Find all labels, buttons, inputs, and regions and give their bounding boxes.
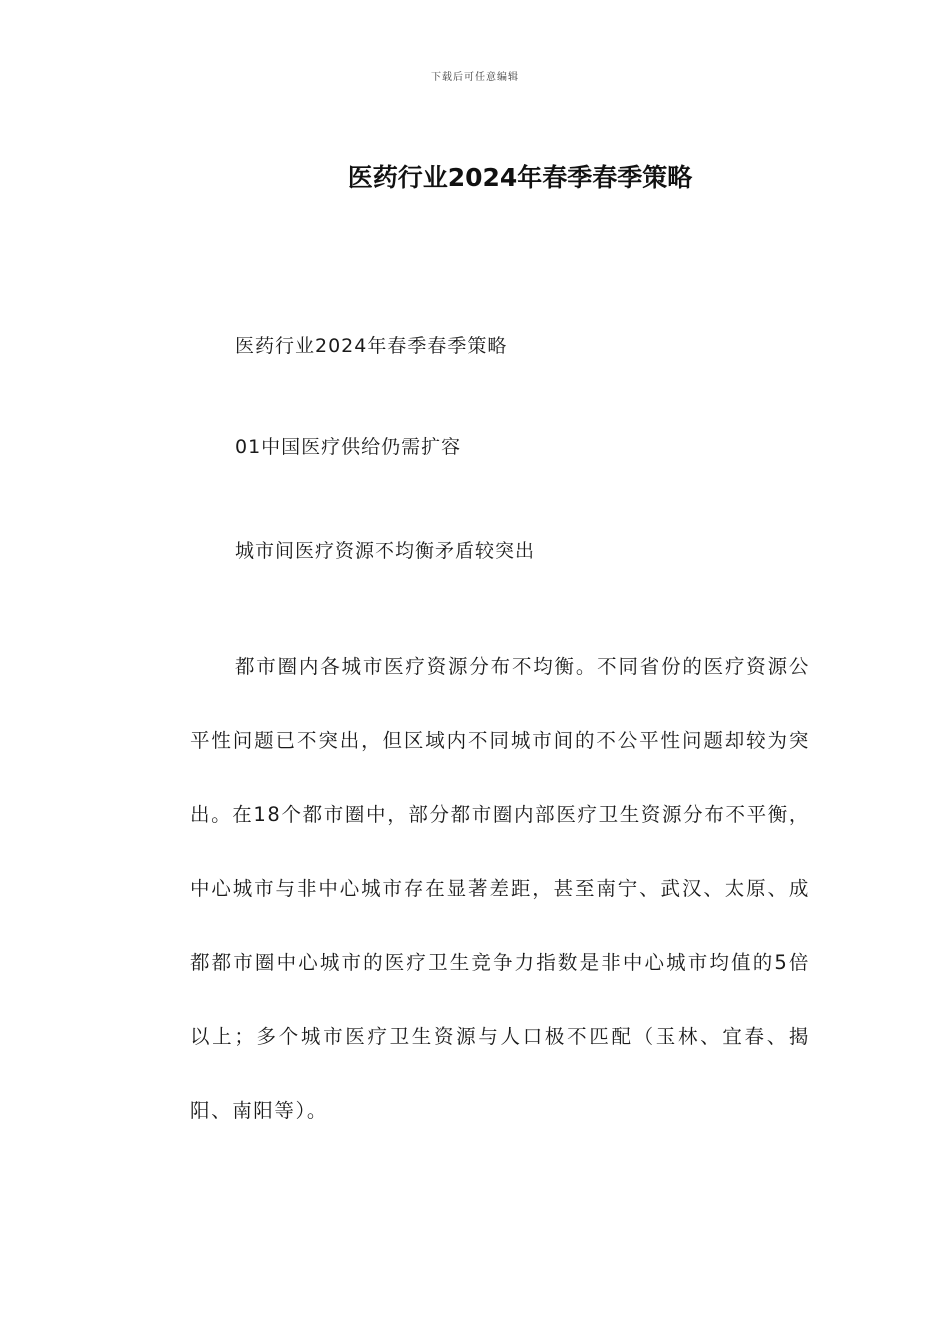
subsection-heading: 城市间医疗资源不均衡矛盾较突出 — [235, 540, 536, 562]
document-title: 医药行业2024年春季春季策略 — [347, 163, 693, 192]
paragraph-subtitle: 医药行业2024年春季春季策略 — [235, 335, 508, 357]
body-paragraph: 都市圈内各城市医疗资源分布不均衡。不同省份的医疗资源公平性问题已不突出，但区域内不同城市间的不公平性问题却较为突出。在18个都市圈中，部分都市圈内部医疗卫生资源分布不平衡，中心城市与非中心城市存在显著差距，甚至南宁、武汉、太原、成都都市圈中心城市的医疗卫生竞争力指数是非中心城市均值的5倍以上；多个城市医疗卫生资源与人口极不匹配（玉林、宜春、揭阳、南阳等）。 — [190, 655, 810, 1122]
header-note: 下载后可任意编辑 — [431, 72, 519, 83]
section-heading: 01中国医疗供给仍需扩容 — [235, 436, 462, 458]
